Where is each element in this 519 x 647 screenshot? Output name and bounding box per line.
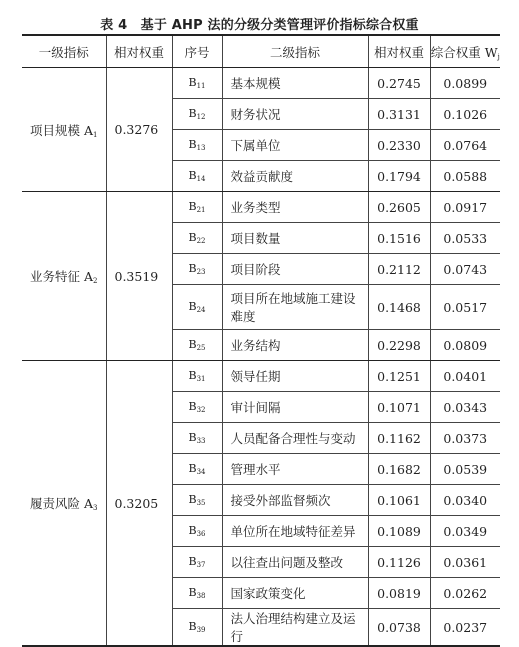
table-body	[22, 68, 500, 647]
combined-weight: 0.0588	[430, 161, 500, 192]
level2-indicator: 领导任期	[222, 361, 368, 392]
serial-number: $B_{23}$	[172, 254, 222, 285]
serial-number: $B_{38}$	[172, 578, 222, 609]
level1-indicator: 项目规模 $A_1$	[22, 68, 106, 192]
serial-number: $B_{14}$	[172, 161, 222, 192]
serial-number: $B_{35}$	[172, 485, 222, 516]
combined-weight: 0.0237	[430, 609, 500, 647]
level2-weight: 0.2330	[368, 130, 430, 161]
combined-weight: 0.0349	[430, 516, 500, 547]
level2-weight: 0.2745	[368, 68, 430, 99]
weights-table	[22, 34, 500, 647]
level2-weight: 0.1794	[368, 161, 430, 192]
level2-weight: 0.1682	[368, 454, 430, 485]
level2-indicator: 项目所在地域施工建设难度	[222, 285, 368, 330]
combined-weight: 0.0517	[430, 285, 500, 330]
level2-indicator: 财务状况	[222, 99, 368, 130]
level1-weight: 0.3519	[106, 192, 172, 361]
serial-number: $B_{34}$	[172, 454, 222, 485]
level2-weight: 0.1089	[368, 516, 430, 547]
level2-indicator: 基本规模	[222, 68, 368, 99]
level2-indicator: 人员配备合理性与变动	[222, 423, 368, 454]
level2-weight: 0.1251	[368, 361, 430, 392]
table-row	[22, 68, 500, 99]
serial-number: $B_{36}$	[172, 516, 222, 547]
level2-weight: 0.1516	[368, 223, 430, 254]
header-level1: 一级指标	[22, 35, 106, 68]
level2-indicator: 法人治理结构建立及运行	[222, 609, 368, 647]
combined-weight: 0.0899	[430, 68, 500, 99]
combined-weight: 0.1026	[430, 99, 500, 130]
combined-weight: 0.0809	[430, 330, 500, 361]
serial-number: $B_{37}$	[172, 547, 222, 578]
level2-indicator: 以往查出问题及整改	[222, 547, 368, 578]
serial-number: $B_{25}$	[172, 330, 222, 361]
level2-weight: 0.1162	[368, 423, 430, 454]
level1-weight: 0.3276	[106, 68, 172, 192]
level2-indicator: 项目阶段	[222, 254, 368, 285]
level1-indicator: 履责风险 $A_3$	[22, 361, 106, 647]
table-row	[22, 361, 500, 392]
serial-number: $B_{32}$	[172, 392, 222, 423]
serial-number: $B_{12}$	[172, 99, 222, 130]
level2-indicator: 下属单位	[222, 130, 368, 161]
level2-weight: 0.2605	[368, 192, 430, 223]
level2-indicator: 业务类型	[222, 192, 368, 223]
serial-number: $B_{11}$	[172, 68, 222, 99]
level2-weight: 0.1126	[368, 547, 430, 578]
combined-weight: 0.0917	[430, 192, 500, 223]
level2-weight: 0.2112	[368, 254, 430, 285]
combined-weight: 0.0343	[430, 392, 500, 423]
level2-weight: 0.0738	[368, 609, 430, 647]
combined-weight: 0.0401	[430, 361, 500, 392]
serial-number: $B_{39}$	[172, 609, 222, 647]
level2-indicator: 国家政策变化	[222, 578, 368, 609]
serial-number: $B_{24}$	[172, 285, 222, 330]
header-combined-weight: 综合权重 $W_j$	[430, 35, 500, 68]
combined-weight: 0.0340	[430, 485, 500, 516]
combined-weight: 0.0262	[430, 578, 500, 609]
level2-weight: 0.1071	[368, 392, 430, 423]
table-caption: 表 4 基于 AHP 法的分级分类管理评价指标综合权重	[100, 18, 419, 33]
combined-weight: 0.0373	[430, 423, 500, 454]
table-row	[22, 192, 500, 223]
combined-weight: 0.0764	[430, 130, 500, 161]
level2-indicator: 业务结构	[222, 330, 368, 361]
level2-weight: 0.1061	[368, 485, 430, 516]
serial-number: $B_{13}$	[172, 130, 222, 161]
serial-number: $B_{21}$	[172, 192, 222, 223]
level2-weight: 0.1468	[368, 285, 430, 330]
combined-weight: 0.0361	[430, 547, 500, 578]
table-header	[22, 35, 500, 68]
combined-weight: 0.0539	[430, 454, 500, 485]
header-serial: 序号	[172, 35, 222, 68]
header-level1-weight: 相对权重	[106, 35, 172, 68]
level2-weight: 0.3131	[368, 99, 430, 130]
level1-weight: 0.3205	[106, 361, 172, 647]
level2-weight: 0.2298	[368, 330, 430, 361]
level2-indicator: 单位所在地域特征差异	[222, 516, 368, 547]
header-level2-weight: 相对权重	[368, 35, 430, 68]
combined-weight: 0.0743	[430, 254, 500, 285]
level2-indicator: 接受外部监督频次	[222, 485, 368, 516]
level2-indicator: 审计间隔	[222, 392, 368, 423]
serial-number: $B_{33}$	[172, 423, 222, 454]
level2-weight: 0.0819	[368, 578, 430, 609]
level2-indicator: 项目数量	[222, 223, 368, 254]
level1-indicator: 业务特征 $A_2$	[22, 192, 106, 361]
level2-indicator: 管理水平	[222, 454, 368, 485]
header-level2: 二级指标	[222, 35, 368, 68]
serial-number: $B_{22}$	[172, 223, 222, 254]
level2-indicator: 效益贡献度	[222, 161, 368, 192]
combined-weight: 0.0533	[430, 223, 500, 254]
serial-number: $B_{31}$	[172, 361, 222, 392]
